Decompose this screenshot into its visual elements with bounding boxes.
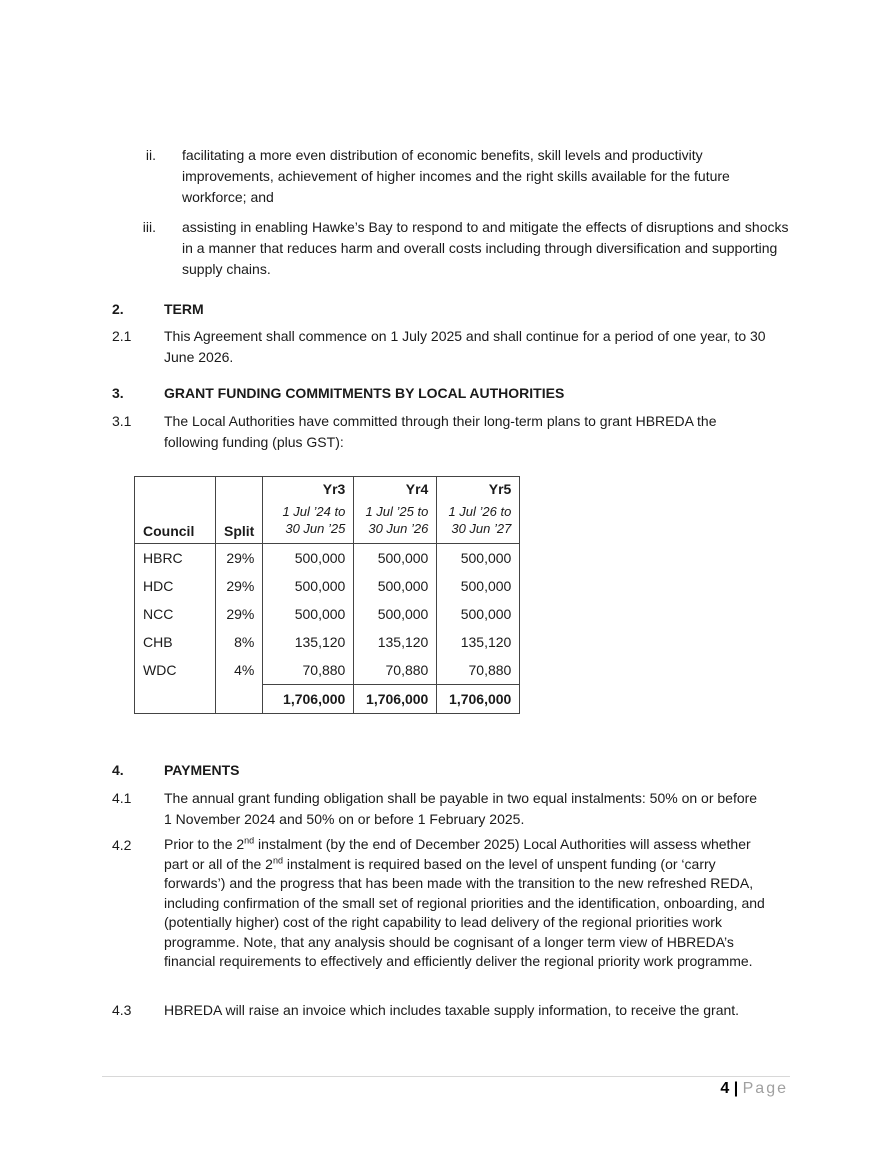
total-cell: 1,706,000 <box>354 685 437 714</box>
table-row <box>135 544 520 573</box>
clause-4-3-number: 4.3 <box>112 1002 132 1018</box>
section-3-number: 3. <box>112 385 124 401</box>
value-cell: 500,000 <box>263 600 354 628</box>
value-cell: 500,000 <box>354 600 437 628</box>
year-5-period <box>437 501 520 544</box>
value-cell: 135,120 <box>354 628 437 656</box>
table-row <box>135 656 520 685</box>
clause-3-1-text: The Local Authorities have committed through their long-term plans to grant HBREDA the following funding (plus GST): <box>164 413 717 450</box>
council-cell: HDC <box>135 572 216 600</box>
list-marker-iii: iii. <box>142 219 156 235</box>
value-cell: 500,000 <box>263 572 354 600</box>
value-cell: 70,880 <box>437 656 520 685</box>
value-cell: 500,000 <box>437 544 520 573</box>
split-cell: 29% <box>216 544 263 573</box>
value-cell: 135,120 <box>263 628 354 656</box>
value-cell: 500,000 <box>354 572 437 600</box>
clause-4-2-part-b: instalment (by the end of December 2025) Local Authorities will assess whether part or all of the 2 <box>164 836 751 872</box>
split-cell: 4% <box>216 656 263 685</box>
year-5-period-end: 30 Jun ’27 <box>451 521 512 536</box>
section-2-number: 2. <box>112 301 124 317</box>
totals-blank-cell <box>216 685 263 714</box>
value-cell: 135,120 <box>437 628 520 656</box>
council-cell: NCC <box>135 600 216 628</box>
clause-3-1-number: 3.1 <box>112 413 132 429</box>
council-cell: WDC <box>135 656 216 685</box>
council-column-header: Council <box>135 477 216 544</box>
grant-funding-table <box>134 476 520 714</box>
section-3-title: GRANT FUNDING COMMITMENTS BY LOCAL AUTHORITIES <box>164 385 565 401</box>
year-5-header: Yr5 <box>437 477 520 502</box>
year-3-header: Yr3 <box>263 477 354 502</box>
totals-row <box>135 685 520 714</box>
council-cell: HBRC <box>135 544 216 573</box>
table-row <box>135 572 520 600</box>
table-row <box>135 600 520 628</box>
totals-blank-cell <box>135 685 216 714</box>
clause-4-2-part-c: instalment is required based on the level of unspent funding (or ‘carry forwards’) and the progress that has been made with the transition to the new refreshed REDA, including confirmation of the small set of regional priorities and the identification, onboarding, and (potentially higher) cost of the right capability to lead delivery of the regional priorities work programme. Note, that any analysis should be cognisant of a longer term view of HBREDA’s financial requirements to effectively and efficiently deliver the regional priority work programme. <box>164 855 765 969</box>
footer-divider <box>102 1076 790 1077</box>
split-cell: 29% <box>216 572 263 600</box>
list-item-iii: assisting in enabling Hawke’s Bay to respond to and mitigate the effects of disruptions and shocks in a manner that reduces harm and overall costs including through diversification and supporting supply chains. <box>182 219 789 277</box>
page-label: Page <box>742 1080 788 1097</box>
superscript-nd: nd <box>244 835 255 846</box>
clause-2-1-text: This Agreement shall commence on 1 July 2025 and shall continue for a period of one year, to 30 June 2026. <box>164 328 766 365</box>
clause-4-2-part-a: Prior to the 2 <box>164 836 245 852</box>
year-4-period-end: 30 Jun ’26 <box>368 521 429 536</box>
clause-2-1-number: 2.1 <box>112 328 132 344</box>
split-column-header: Split <box>216 477 263 544</box>
value-cell: 70,880 <box>354 656 437 685</box>
year-4-period <box>354 501 437 544</box>
clause-4-1-text: The annual grant funding obligation shall be payable in two equal instalments: 50% on or before 1 November 2024 and 50% on or before 1 February 2025. <box>164 790 758 827</box>
year-5-period-start: 1 Jul ’26 to <box>448 504 512 519</box>
clause-4-2-text <box>164 835 776 972</box>
value-cell: 500,000 <box>263 544 354 573</box>
year-3-period <box>263 501 354 544</box>
split-cell: 8% <box>216 628 263 656</box>
table-row <box>135 628 520 656</box>
value-cell: 500,000 <box>437 600 520 628</box>
year-3-period-start: 1 Jul ’24 to <box>282 504 346 519</box>
superscript-nd: nd <box>272 854 283 865</box>
total-cell: 1,706,000 <box>263 685 354 714</box>
year-4-header: Yr4 <box>354 477 437 502</box>
split-cell: 29% <box>216 600 263 628</box>
value-cell: 500,000 <box>437 572 520 600</box>
list-marker-ii: ii. <box>145 147 156 163</box>
clause-4-1-number: 4.1 <box>112 790 132 806</box>
total-cell: 1,706,000 <box>437 685 520 714</box>
clause-4-3-text: HBREDA will raise an invoice which includes taxable supply information, to receive the grant. <box>164 1002 740 1018</box>
list-item-ii: facilitating a more even distribution of economic benefits, skill levels and productivity improvements, achievement of higher incomes and the right skills available for the future workforce; and <box>182 147 730 205</box>
clause-4-2-number: 4.2 <box>112 837 132 853</box>
value-cell: 500,000 <box>354 544 437 573</box>
page-separator: | <box>733 1080 739 1097</box>
year-4-period-start: 1 Jul ’25 to <box>365 504 429 519</box>
page-footer <box>720 1080 788 1098</box>
section-4-title: PAYMENTS <box>164 762 240 778</box>
section-4-number: 4. <box>112 762 124 778</box>
section-2-title: TERM <box>164 301 204 317</box>
council-cell: CHB <box>135 628 216 656</box>
year-3-period-end: 30 Jun ’25 <box>285 521 346 536</box>
page-number: 4 <box>720 1080 730 1097</box>
value-cell: 70,880 <box>263 656 354 685</box>
